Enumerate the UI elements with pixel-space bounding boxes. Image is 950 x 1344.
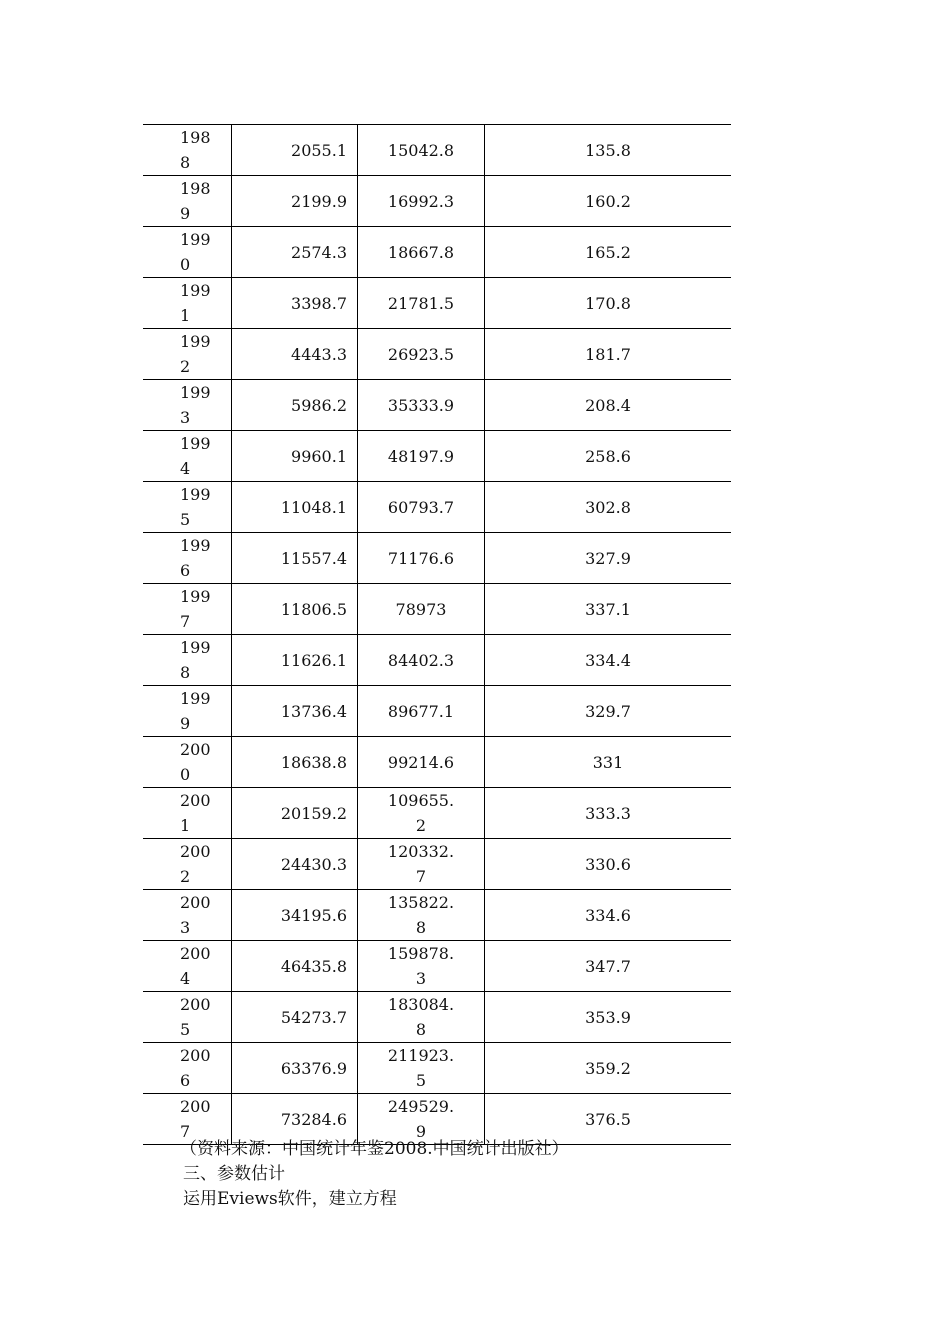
year-value: 1991 <box>180 281 211 325</box>
table-row <box>143 788 731 839</box>
col-a-value: 73284.6 <box>280 1109 347 1129</box>
col-b-value: 99214.6 <box>387 752 455 772</box>
col-b-cell <box>358 635 485 686</box>
col-b-cell <box>358 176 485 227</box>
year-cell <box>143 482 232 533</box>
col-b-value: 16992.3 <box>387 191 455 211</box>
table-row <box>143 635 731 686</box>
col-c-cell <box>485 737 732 788</box>
col-a-cell <box>232 890 358 941</box>
year-cell <box>143 890 232 941</box>
table-row <box>143 431 731 482</box>
table-row <box>143 227 731 278</box>
col-c-value: 347.7 <box>585 956 631 976</box>
col-c-cell <box>485 686 732 737</box>
col-c-value: 334.6 <box>585 905 631 925</box>
col-c-cell <box>485 941 732 992</box>
col-c-cell <box>485 380 732 431</box>
col-b-value: 135822.8 <box>387 893 455 937</box>
col-c-cell <box>485 227 732 278</box>
col-c-cell <box>485 788 732 839</box>
table-body <box>143 125 731 1145</box>
col-b-cell <box>358 533 485 584</box>
year-value: 1996 <box>180 536 211 580</box>
col-c-value: 208.4 <box>585 395 631 415</box>
col-a-value: 34195.6 <box>280 905 347 925</box>
col-c-value: 329.7 <box>585 701 631 721</box>
col-b-value: 89677.1 <box>387 701 455 721</box>
col-b-cell <box>358 329 485 380</box>
col-a-value: 13736.4 <box>280 701 347 721</box>
col-c-cell <box>485 533 732 584</box>
table-row <box>143 176 731 227</box>
year-value: 1997 <box>180 587 211 631</box>
col-a-cell <box>232 176 358 227</box>
col-b-cell <box>358 941 485 992</box>
col-b-cell <box>358 686 485 737</box>
year-cell <box>143 227 232 278</box>
col-b-value: 109655.2 <box>387 791 455 835</box>
col-c-value: 170.8 <box>585 293 631 313</box>
col-a-value: 4443.3 <box>291 344 347 364</box>
table-row <box>143 737 731 788</box>
col-c-value: 165.2 <box>585 242 631 262</box>
col-b-cell <box>358 482 485 533</box>
table-row <box>143 941 731 992</box>
col-b-cell <box>358 788 485 839</box>
col-a-value: 11806.5 <box>280 599 347 619</box>
method-line: 运用Eviews软件，建立方程 <box>183 1189 397 1209</box>
year-value: 1992 <box>180 332 211 376</box>
year-cell <box>143 278 232 329</box>
col-b-cell <box>358 1043 485 1094</box>
source-note: （资料来源：中国统计年鉴2008.中国统计出版社） <box>180 1139 569 1159</box>
col-c-value: 181.7 <box>585 344 631 364</box>
col-a-value: 18638.8 <box>280 752 347 772</box>
col-a-cell <box>232 737 358 788</box>
col-b-value: 48197.9 <box>387 446 455 466</box>
col-b-cell <box>358 278 485 329</box>
year-value: 1999 <box>180 689 211 733</box>
col-a-cell <box>232 482 358 533</box>
year-value: 2006 <box>180 1046 211 1090</box>
col-a-cell <box>232 941 358 992</box>
year-value: 1998 <box>180 638 211 682</box>
col-c-cell <box>485 890 732 941</box>
table-row <box>143 482 731 533</box>
year-cell <box>143 176 232 227</box>
col-c-value: 353.9 <box>585 1007 631 1027</box>
col-b-cell <box>358 737 485 788</box>
col-c-cell <box>485 992 732 1043</box>
col-b-value: 183084.8 <box>387 995 455 1039</box>
col-a-cell <box>232 1043 358 1094</box>
year-cell <box>143 839 232 890</box>
col-a-value: 2199.9 <box>291 191 347 211</box>
col-b-cell <box>358 992 485 1043</box>
col-b-value: 60793.7 <box>387 497 455 517</box>
col-a-value: 11048.1 <box>280 497 347 517</box>
col-c-value: 337.1 <box>585 599 631 619</box>
year-value: 2004 <box>180 944 211 988</box>
col-a-cell <box>232 227 358 278</box>
col-a-value: 11626.1 <box>280 650 347 670</box>
col-c-cell <box>485 1043 732 1094</box>
col-b-value: 159878.3 <box>387 944 455 988</box>
col-a-cell <box>232 635 358 686</box>
col-b-cell <box>358 125 485 176</box>
year-value: 1990 <box>180 230 211 274</box>
col-a-cell <box>232 992 358 1043</box>
table-row <box>143 890 731 941</box>
col-a-cell <box>232 431 358 482</box>
col-c-value: 160.2 <box>585 191 631 211</box>
year-cell <box>143 941 232 992</box>
col-c-value: 327.9 <box>585 548 631 568</box>
col-b-value: 84402.3 <box>387 650 455 670</box>
table-row <box>143 125 731 176</box>
section-heading: 三、参数估计 <box>183 1164 285 1184</box>
col-c-cell <box>485 839 732 890</box>
col-a-value: 5986.2 <box>291 395 347 415</box>
year-value: 1995 <box>180 485 211 529</box>
col-a-value: 3398.7 <box>291 293 347 313</box>
col-b-cell <box>358 227 485 278</box>
col-b-cell <box>358 839 485 890</box>
col-b-value: 15042.8 <box>387 140 455 160</box>
col-c-cell <box>485 431 732 482</box>
year-cell <box>143 788 232 839</box>
col-b-value: 26923.5 <box>387 344 455 364</box>
year-cell <box>143 380 232 431</box>
col-a-cell <box>232 125 358 176</box>
col-c-cell <box>485 176 732 227</box>
col-b-value: 78973 <box>395 599 447 619</box>
col-b-value: 211923.5 <box>387 1046 455 1090</box>
year-value: 2002 <box>180 842 211 886</box>
col-b-cell <box>358 890 485 941</box>
table-row <box>143 584 731 635</box>
year-value: 2007 <box>180 1097 211 1141</box>
col-b-cell <box>358 380 485 431</box>
col-c-value: 302.8 <box>585 497 631 517</box>
col-b-value: 71176.6 <box>387 548 455 568</box>
col-a-cell <box>232 329 358 380</box>
col-b-cell <box>358 431 485 482</box>
year-cell <box>143 329 232 380</box>
col-a-value: 54273.7 <box>280 1007 347 1027</box>
year-cell <box>143 635 232 686</box>
col-a-value: 2055.1 <box>291 140 347 160</box>
year-cell <box>143 584 232 635</box>
table-row <box>143 278 731 329</box>
col-a-cell <box>232 788 358 839</box>
year-value: 2001 <box>180 791 211 835</box>
col-c-cell <box>485 278 732 329</box>
year-cell <box>143 125 232 176</box>
col-c-cell <box>485 482 732 533</box>
year-value: 2000 <box>180 740 211 784</box>
table-row <box>143 686 731 737</box>
data-table <box>143 124 731 1145</box>
col-c-cell <box>485 125 732 176</box>
col-c-value: 331 <box>592 752 624 772</box>
col-a-cell <box>232 839 358 890</box>
year-cell <box>143 1043 232 1094</box>
col-a-value: 24430.3 <box>280 854 347 874</box>
col-a-cell <box>232 533 358 584</box>
year-value: 2003 <box>180 893 211 937</box>
col-c-value: 330.6 <box>585 854 631 874</box>
col-c-value: 359.2 <box>585 1058 631 1078</box>
year-value: 1988 <box>180 128 211 172</box>
table-row <box>143 992 731 1043</box>
col-b-value: 120332.7 <box>387 842 455 886</box>
col-b-value: 35333.9 <box>387 395 455 415</box>
col-b-value: 21781.5 <box>387 293 455 313</box>
col-b-value: 18667.8 <box>387 242 455 262</box>
year-value: 1994 <box>180 434 211 478</box>
year-cell <box>143 431 232 482</box>
year-value: 1989 <box>180 179 211 223</box>
table-row <box>143 329 731 380</box>
col-a-cell <box>232 380 358 431</box>
col-a-cell <box>232 686 358 737</box>
year-value: 1993 <box>180 383 211 427</box>
col-a-cell <box>232 584 358 635</box>
year-cell <box>143 737 232 788</box>
col-c-value: 333.3 <box>585 803 631 823</box>
year-value: 2005 <box>180 995 211 1039</box>
col-b-value: 249529.9 <box>387 1097 455 1141</box>
col-a-value: 9960.1 <box>291 446 347 466</box>
year-cell <box>143 686 232 737</box>
col-c-cell <box>485 329 732 380</box>
table-row <box>143 380 731 431</box>
col-a-value: 20159.2 <box>280 803 347 823</box>
year-cell <box>143 992 232 1043</box>
col-c-value: 376.5 <box>585 1109 631 1129</box>
year-cell <box>143 533 232 584</box>
col-c-value: 334.4 <box>585 650 631 670</box>
col-a-value: 11557.4 <box>280 548 347 568</box>
col-c-value: 135.8 <box>585 140 631 160</box>
col-c-value: 258.6 <box>585 446 631 466</box>
table-row <box>143 839 731 890</box>
col-a-value: 46435.8 <box>280 956 347 976</box>
col-a-value: 2574.3 <box>291 242 347 262</box>
col-a-cell <box>232 278 358 329</box>
col-c-cell <box>485 635 732 686</box>
table-row <box>143 533 731 584</box>
table-row <box>143 1043 731 1094</box>
col-b-cell <box>358 584 485 635</box>
col-a-value: 63376.9 <box>280 1058 347 1078</box>
col-c-cell <box>485 584 732 635</box>
